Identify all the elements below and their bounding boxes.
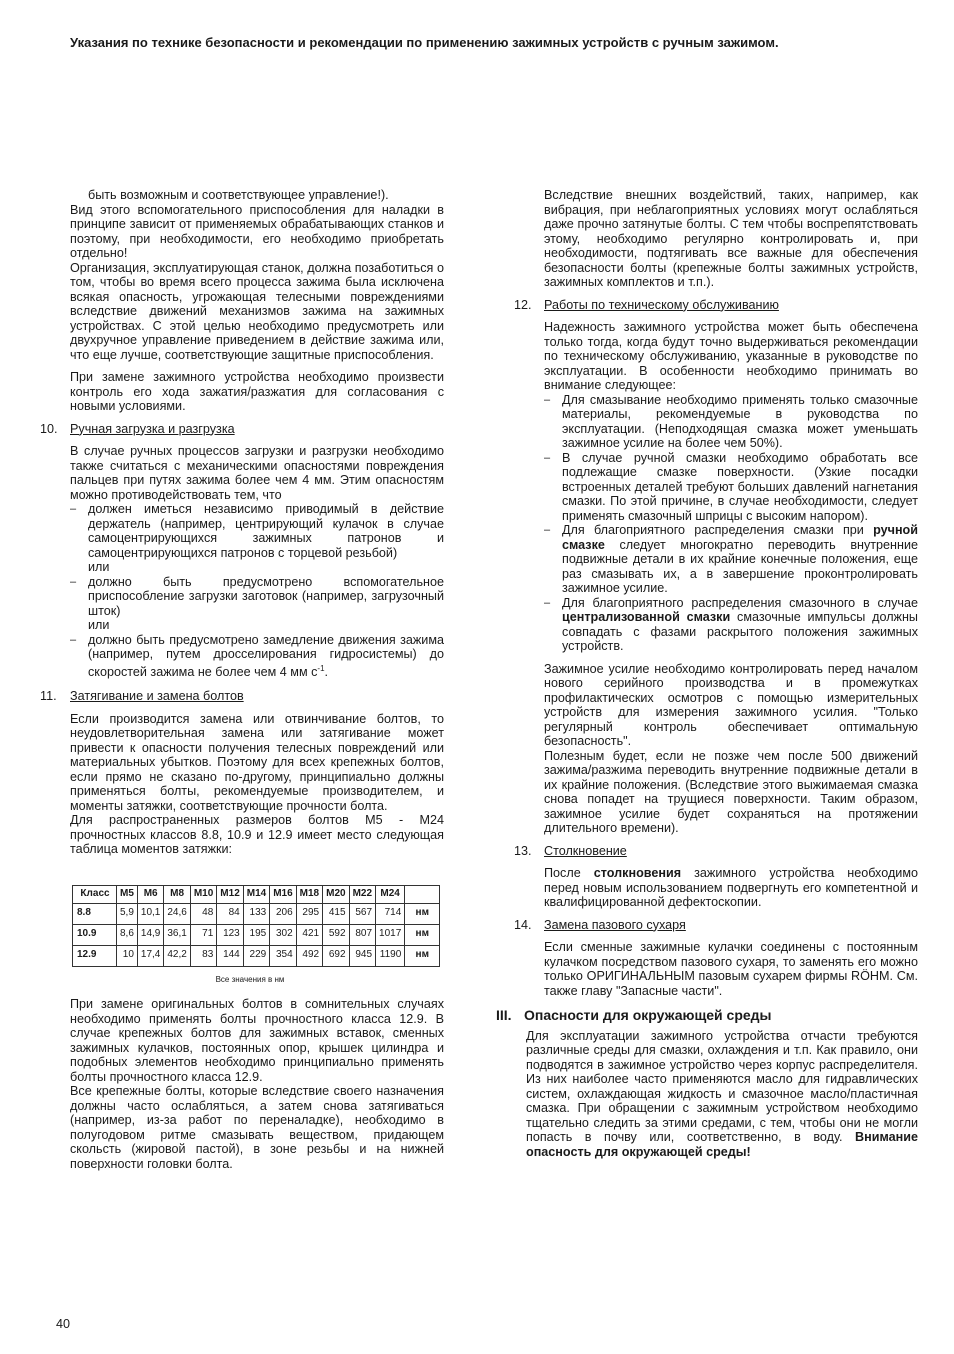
section-14-text: Если сменные зажимные кулачки соединены с постоянным кулачком посредством пазового сухаря, то заменять его можно только ОРИГИНАЛЬНЫМ пазовым сухарем фирмы RÖHM. См. также главу "Запасные части". [544, 940, 918, 998]
section-12-item-3-bold: ручной смазке [562, 523, 918, 552]
section-13-c: зажимного устройства необходимо перед новым использованием подвергнуть его компетентной и квалифицированной дефектоскопии. [544, 866, 918, 909]
section-12-intro: Надежность зажимного устройства может быть обеспечена только тогда, когда будут точно выдерживаться рекомендации по техническому обслуживанию, указанные в руководстве по эксплуатации. В особенности необходимо принимать во внимание следующее: [544, 320, 918, 392]
section-10-item-3-sup: -1 [317, 663, 325, 673]
section-13-bold: столкновения [593, 866, 682, 880]
torque-table-header-row [73, 885, 440, 903]
right-column [496, 188, 918, 1159]
torque-class-cell: 8.8 [73, 903, 117, 924]
section-10-list-2 [40, 575, 444, 619]
section-12-title: Работы по техническому обслуживанию [544, 297, 779, 312]
section-11-heading [40, 689, 444, 704]
torque-unit-cell: нм [405, 924, 440, 945]
section-13-a: После [544, 866, 594, 880]
torque-table-header-cell: M22 [349, 885, 375, 903]
torque-value-cell: 195 [243, 924, 269, 945]
torque-value-cell: 354 [270, 945, 296, 966]
section-12-item-1: – Для смазывание необходимо применять только смазочные материалы, рекомендуемые в руководства по эксплуатации. (Неподходящая смазка может уменьшать зажимное усилие на более чем 50%). [544, 393, 918, 451]
section-10-number: 10. [40, 421, 58, 436]
section-11-paragraph-2: Для распространенных размеров болтов М5 - М24 прочностных классов 8.8, 10.9 и 12.9 имеет место следующая таблица моментов затяжки: [70, 813, 444, 857]
torque-value-cell: 567 [349, 903, 375, 924]
torque-value-cell: 24,6 [164, 903, 190, 924]
section-12-number: 12. [514, 297, 532, 312]
section-12-list [514, 393, 918, 654]
section-12-item-3-c: следует многократно переводить внутренние подвижные детали в их крайние конечные положения, еще раз смазывать их, а в завершение проконтролировать зажимное усилие. [562, 537, 918, 595]
torque-table-row [73, 945, 440, 966]
environment-number: III. [496, 1007, 512, 1023]
torque-value-cell: 592 [323, 924, 349, 945]
environment-warning: Внимание опасность для окружающей среды! [526, 1130, 918, 1159]
torque-value-cell: 295 [296, 903, 322, 924]
torque-value-cell: 17,4 [137, 945, 163, 966]
section-10-or-2: или [88, 618, 110, 632]
section-12-item-4-a: Для благоприятного распределения смазочного в случае [562, 595, 918, 610]
torque-unit-cell: нм [405, 903, 440, 924]
section-10-title: Ручная загрузка и разгрузка [70, 421, 235, 436]
section-12-item-3 [544, 523, 918, 596]
torque-class-cell: 10.9 [73, 924, 117, 945]
environment-text [496, 1029, 918, 1160]
section-13-text [514, 866, 918, 910]
torque-value-cell: 415 [323, 903, 349, 924]
torque-value-cell: 229 [243, 945, 269, 966]
section-13-number: 13. [514, 843, 532, 858]
torque-class-cell: 12.9 [73, 945, 117, 966]
section-10-item-3-end: . [324, 664, 329, 679]
section-12-item-2: – В случае ручной смазки необходимо обработать все подлежащие смазке поверхности. (Узкие посадки встроенных деталей требуют больших давлений нагнетания смазки. По этой причине, в случае необходимости, следует применять смазочный шприцы с высоким напором). [544, 451, 918, 524]
torque-table-header-cell: M16 [270, 885, 296, 903]
section-12-item-4-c: смазочные импульсы должны совпадать с фазами раскрытого положения зажимных устройств. [562, 610, 918, 653]
left-paragraph-4: При замене зажимного устройства необходимо произвести контроль его хода зажатия/разжатия для согласования с новыми условиями. [70, 370, 444, 413]
left-paragraph-1: быть возможным и соответствующее управление!). [88, 188, 389, 202]
torque-table-header-cell: M6 [137, 885, 163, 903]
left-after-table-paragraph-2: Все крепежные болты, которые вследствие своего назначения должны часто ослабляться, а затем снова затягиваться (например, из-за работ по переналадке), необходимо в полугодовом ритме смазывать веществом, придающем скольсть (жировой пастой), в зоне резьбы и на нижней поверхности головки болта. [70, 1084, 444, 1171]
section-11-number: 11. [40, 689, 57, 704]
torque-table-header-cell: Класс [73, 885, 117, 903]
page-header: Указания по технике безопасности и рекомендации по применению зажимных устройств с ручным зажимом. [70, 35, 779, 50]
torque-value-cell: 5,9 [117, 903, 138, 924]
torque-value-cell: 1190 [376, 945, 405, 966]
torque-value-cell: 692 [323, 945, 349, 966]
section-11-paragraph-1: Если производится замена или отвинчивание болтов, то неудовлетворительная замена или затягивание может привести к опасности получения телесных повреждений или материальных убытков. Поэтому для всех крепежных болтов, если прямо не сказано по-другому, принципиально должны применяться болты, рекомендуемые производителем, и моменты затяжки, соответствующие прочности болта. [70, 711, 444, 813]
torque-value-cell: 36,1 [164, 924, 190, 945]
torque-value-cell: 144 [217, 945, 243, 966]
torque-value-cell: 83 [190, 945, 216, 966]
torque-unit-cell: нм [405, 945, 440, 966]
torque-value-cell: 71 [190, 924, 216, 945]
environment-body: Для эксплуатации зажимного устройства отчасти требуются различные среды для смазки, охлаждения и т.п. Как правило, они подводятся в зажимное устройство через корпус распределителя. Из них наиболее часто применяются масло для гидравлических систем, охлаждающая жидкость и смазочное масло/пластичная смазка. При обращении с зажимным устройством необходимо тщательно следить за этими средами, с тем, чтобы они не могли попасть в почву или, соответственно, в воду. [526, 1028, 918, 1144]
section-12-paragraph-2: Зажимное усилие необходимо контролировать перед началом нового серийного производства и в промежутках профилактических осмотров с помощью измерительных устройств для измерения зажимного усилия. "Только регулярный контроль обеспечивает оптимальную безопасность". [544, 661, 918, 748]
section-10-or-1: или [88, 560, 110, 574]
torque-table-header-unit-cell [405, 885, 440, 903]
section-11-title: Затягивание и замена болтов [70, 689, 244, 704]
section-12-heading [514, 298, 918, 313]
torque-value-cell: 133 [243, 903, 269, 924]
section-14-title: Замена пазового сухаря [544, 917, 686, 932]
section-14-heading [514, 918, 918, 933]
environment-heading [496, 1008, 918, 1023]
torque-table-header-cell: M12 [217, 885, 243, 903]
torque-value-cell: 84 [217, 903, 243, 924]
section-13-title: Столкновение [544, 843, 627, 858]
section-12-item-4-bold: централизованной смазки [562, 610, 731, 624]
section-10-item-3-text: должно быть предусмотрено замедление движения зажима (например, путем дросселирования гидросистемы) до скоростей зажима не более чем 4 мм с [88, 632, 444, 679]
torque-table-header-cell: M5 [117, 885, 138, 903]
torque-table-header-cell: M18 [296, 885, 322, 903]
left-after-table-paragraph-1: При замене оригинальных болтов в сомнительных случаях необходимо применять болты прочностного класса 12.9. В случае крепежных болтов для зажимных вставок, сменных зажимных кулачков, постоянных опор, крышек цилиндра и подобных элементов необходимо принципиально применять болты прочностного класса 12.9. [70, 997, 444, 1084]
torque-value-cell: 123 [217, 924, 243, 945]
torque-table-header-cell: M20 [323, 885, 349, 903]
torque-value-cell: 14,9 [137, 924, 163, 945]
section-12-item-3-a: Для благоприятного распределения смазки при [562, 523, 874, 537]
section-14-number: 14. [514, 917, 532, 932]
section-13-heading [514, 844, 918, 859]
torque-table-row [73, 903, 440, 924]
torque-value-cell: 8,6 [117, 924, 138, 945]
environment-title: Опасности для окружающей среды [524, 1007, 772, 1023]
torque-value-cell: 945 [349, 945, 375, 966]
section-10-item-2: – должно быть предусмотрено вспомогательное приспособление загрузки заготовок (например, загрузочный шток) [70, 575, 444, 619]
torque-table [72, 885, 440, 967]
torque-value-cell: 807 [349, 924, 375, 945]
torque-value-cell: 492 [296, 945, 322, 966]
torque-value-cell: 10 [117, 945, 138, 966]
torque-value-cell: 48 [190, 903, 216, 924]
torque-value-cell: 206 [270, 903, 296, 924]
torque-table-row [73, 924, 440, 945]
torque-value-cell: 1017 [376, 924, 405, 945]
torque-value-cell: 302 [270, 924, 296, 945]
right-paragraph-1: Вследствие внешних воздействий, таких, например, как вибрация, при неблагоприятных условиях могут ослабляться даже прочно затянутые болты. С тем чтобы воспрепятствовать этому, необходимо регулярно контролировать и, при необходимости, подтягивать все важные для обеспечения безопасности болты (крепежные болты зажимных устройств, зажимных комплектов и т.п.). [544, 188, 918, 289]
torque-value-cell: 714 [376, 903, 405, 924]
torque-table-header-cell: M24 [376, 885, 405, 903]
section-10-item-3 [70, 633, 444, 680]
section-10-list-3 [40, 633, 444, 680]
torque-value-cell: 421 [296, 924, 322, 945]
section-10-list [40, 502, 444, 560]
section-10-intro: В случае ручных процессов загрузки и разгрузки необходимо также считаться с механическими опасностями повреждения пальцев при путях зажима более чем 4 мм. Этим опасностям можно противодействовать тем, что [70, 444, 444, 502]
torque-table-note: Все значения в нм [215, 974, 285, 984]
torque-table-header-cell: M10 [190, 885, 216, 903]
section-10-heading [40, 422, 444, 437]
torque-value-cell: 42,2 [164, 945, 190, 966]
torque-table-header-cell: M8 [164, 885, 190, 903]
section-10-item-1: – должен иметься независимо приводимый в действие держатель (например, центрирующий кулачок в случае самоцентрирующихся зажимных патронов и самоцентрирующихся патронов с торцевой резьбой) [70, 502, 444, 560]
page-number: 40 [56, 1317, 71, 1331]
left-paragraph-3: Организация, эксплуатирующая станок, должна позаботиться о том, чтобы во время всего процесса зажима была исключена всякая опасность, угрожающая телесными повреждениями вследствие движений механизмов зажима на зажимных устройствах. С этой целью необходимо предусмотреть или двухручное управление приведением в действие зажима или, что еще лучше, соответствующие защитные приспособления. [70, 260, 444, 362]
section-12-paragraph-3: Полезным будет, если не позже чем после 500 движений зажима/разжима переводить внутренние подвижные детали в их крайние положения. (Вследствие этого выжимаемая смазка снова попадет на трущиеся поверхности. Таким образом, зажимное усилие будет сохраняться на протяжении длительного времени). [544, 748, 918, 835]
torque-value-cell: 10,1 [137, 903, 163, 924]
torque-table-header-cell: M14 [243, 885, 269, 903]
section-12-item-4 [544, 596, 918, 654]
left-paragraph-2: Вид этого вспомогательного приспособления для наладки в принципе зависит от применяемых обрабатывающих станков и поэтому, при необходимости, его необходимо приобретать отдельно! [70, 202, 444, 260]
left-column [40, 188, 444, 1171]
